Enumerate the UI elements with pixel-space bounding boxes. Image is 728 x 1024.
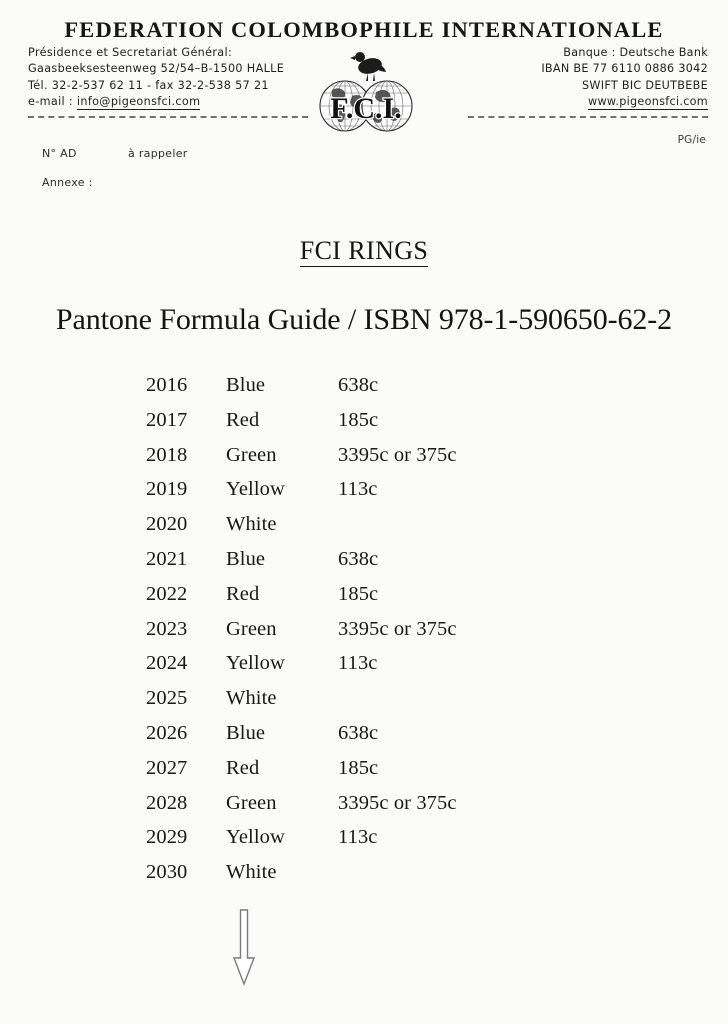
reference-code: PG/ie xyxy=(677,134,706,146)
ring-color: White xyxy=(226,861,277,884)
ring-year: 2024 xyxy=(146,652,188,675)
table-row xyxy=(0,409,728,444)
bank-details-block xyxy=(541,45,708,111)
fci-emblem-logo xyxy=(312,48,420,136)
ring-pantone-code: 638c xyxy=(338,547,379,570)
table-row xyxy=(0,618,728,653)
table-row xyxy=(0,757,728,792)
ring-pantone-code: 638c xyxy=(338,374,379,396)
ring-color: Green xyxy=(226,443,277,466)
table-row xyxy=(0,826,728,861)
ring-year: 2026 xyxy=(146,721,188,744)
ring-year: 2029 xyxy=(146,826,188,849)
table-row xyxy=(0,792,728,827)
table-row xyxy=(0,548,728,583)
ring-year: 2030 xyxy=(146,861,188,884)
table-row xyxy=(0,722,728,757)
table-row xyxy=(0,652,728,687)
ring-pantone-code: 3395c or 375c xyxy=(338,617,457,640)
ring-color: Red xyxy=(226,408,260,431)
fci-rings-table xyxy=(0,374,728,896)
ring-color: White xyxy=(226,687,277,710)
contact-line-presidency: Présidence et Secretariat Général: xyxy=(28,46,233,59)
ring-pantone-code: 3395c or 375c xyxy=(338,443,457,466)
ring-color: Red xyxy=(226,756,260,779)
annexe-label: Annexe : xyxy=(42,176,93,189)
table-row xyxy=(0,374,728,409)
ring-color: White xyxy=(226,513,277,536)
table-row xyxy=(0,687,728,722)
ring-year: 2017 xyxy=(146,408,188,431)
bank-name: Banque : Deutsche Bank xyxy=(563,46,708,59)
ring-color: Blue xyxy=(226,374,266,396)
ring-year: 2025 xyxy=(146,687,188,710)
svg-text:F.C.I.: F.C.I. xyxy=(330,92,402,125)
email-link[interactable]: info@pigeonsfci.com xyxy=(76,95,201,109)
contact-block xyxy=(28,45,284,111)
ring-color: Blue xyxy=(226,721,266,744)
ring-color: Yellow xyxy=(226,478,285,501)
ring-year: 2018 xyxy=(146,443,188,466)
page-title xyxy=(0,236,728,266)
page-title-text: FCI RINGS xyxy=(299,236,429,265)
bank-iban: IBAN BE 77 6110 0886 3042 xyxy=(541,62,708,76)
ring-pantone-code: 185c xyxy=(338,582,379,605)
reference-number-label: N° AD xyxy=(42,147,77,160)
reference-recall-label: à rappeler xyxy=(128,147,188,160)
ring-pantone-code: 185c xyxy=(338,756,379,779)
organization-title: FEDERATION COLOMBOPHILE INTERNATIONALE xyxy=(64,17,664,42)
ring-pantone-code: 113c xyxy=(338,652,378,675)
ring-year: 2023 xyxy=(146,617,188,640)
ring-pantone-code: 3395c or 375c xyxy=(338,791,457,814)
ring-color: Blue xyxy=(226,547,266,570)
ring-year: 2027 xyxy=(146,756,188,779)
ring-pantone-code: 638c xyxy=(338,721,379,744)
ring-year: 2019 xyxy=(146,478,188,501)
table-row xyxy=(0,583,728,618)
ring-color: Yellow xyxy=(226,826,285,849)
ring-year: 2020 xyxy=(146,513,188,536)
website-link[interactable]: www.pigeonsfci.com xyxy=(588,95,708,109)
contact-line-address: Gaasbeeksesteenweg 52/54–B-1500 HALLE xyxy=(28,62,285,76)
contact-line-phone: Tél. 32-2-537 62 11 - fax 32-2-538 57 21 xyxy=(28,78,269,92)
ring-color: Green xyxy=(226,791,277,814)
ring-color: Green xyxy=(226,617,277,640)
ring-color: Red xyxy=(226,582,260,605)
ring-year: 2021 xyxy=(146,547,188,570)
page-subtitle: Pantone Formula Guide / ISBN 978-1-590650-62-2 xyxy=(55,303,673,336)
ring-year: 2022 xyxy=(146,582,188,605)
ring-pantone-code: 113c xyxy=(338,826,378,849)
table-row xyxy=(0,513,728,548)
arrow-down-icon xyxy=(229,908,259,986)
ring-year: 2016 xyxy=(146,374,188,396)
ring-pantone-code: 113c xyxy=(338,478,378,501)
bank-swift: SWIFT BIC DEUTBEBE xyxy=(581,78,708,92)
ring-color: Yellow xyxy=(226,652,285,675)
table-row xyxy=(0,444,728,479)
table-row xyxy=(0,478,728,513)
table-row xyxy=(0,861,728,896)
email-label: e-mail : xyxy=(28,95,77,109)
ring-pantone-code: 185c xyxy=(338,408,379,431)
divider-right xyxy=(468,116,708,118)
divider-left xyxy=(28,116,308,118)
contact-line-email xyxy=(28,94,284,110)
ring-year: 2028 xyxy=(146,791,188,814)
